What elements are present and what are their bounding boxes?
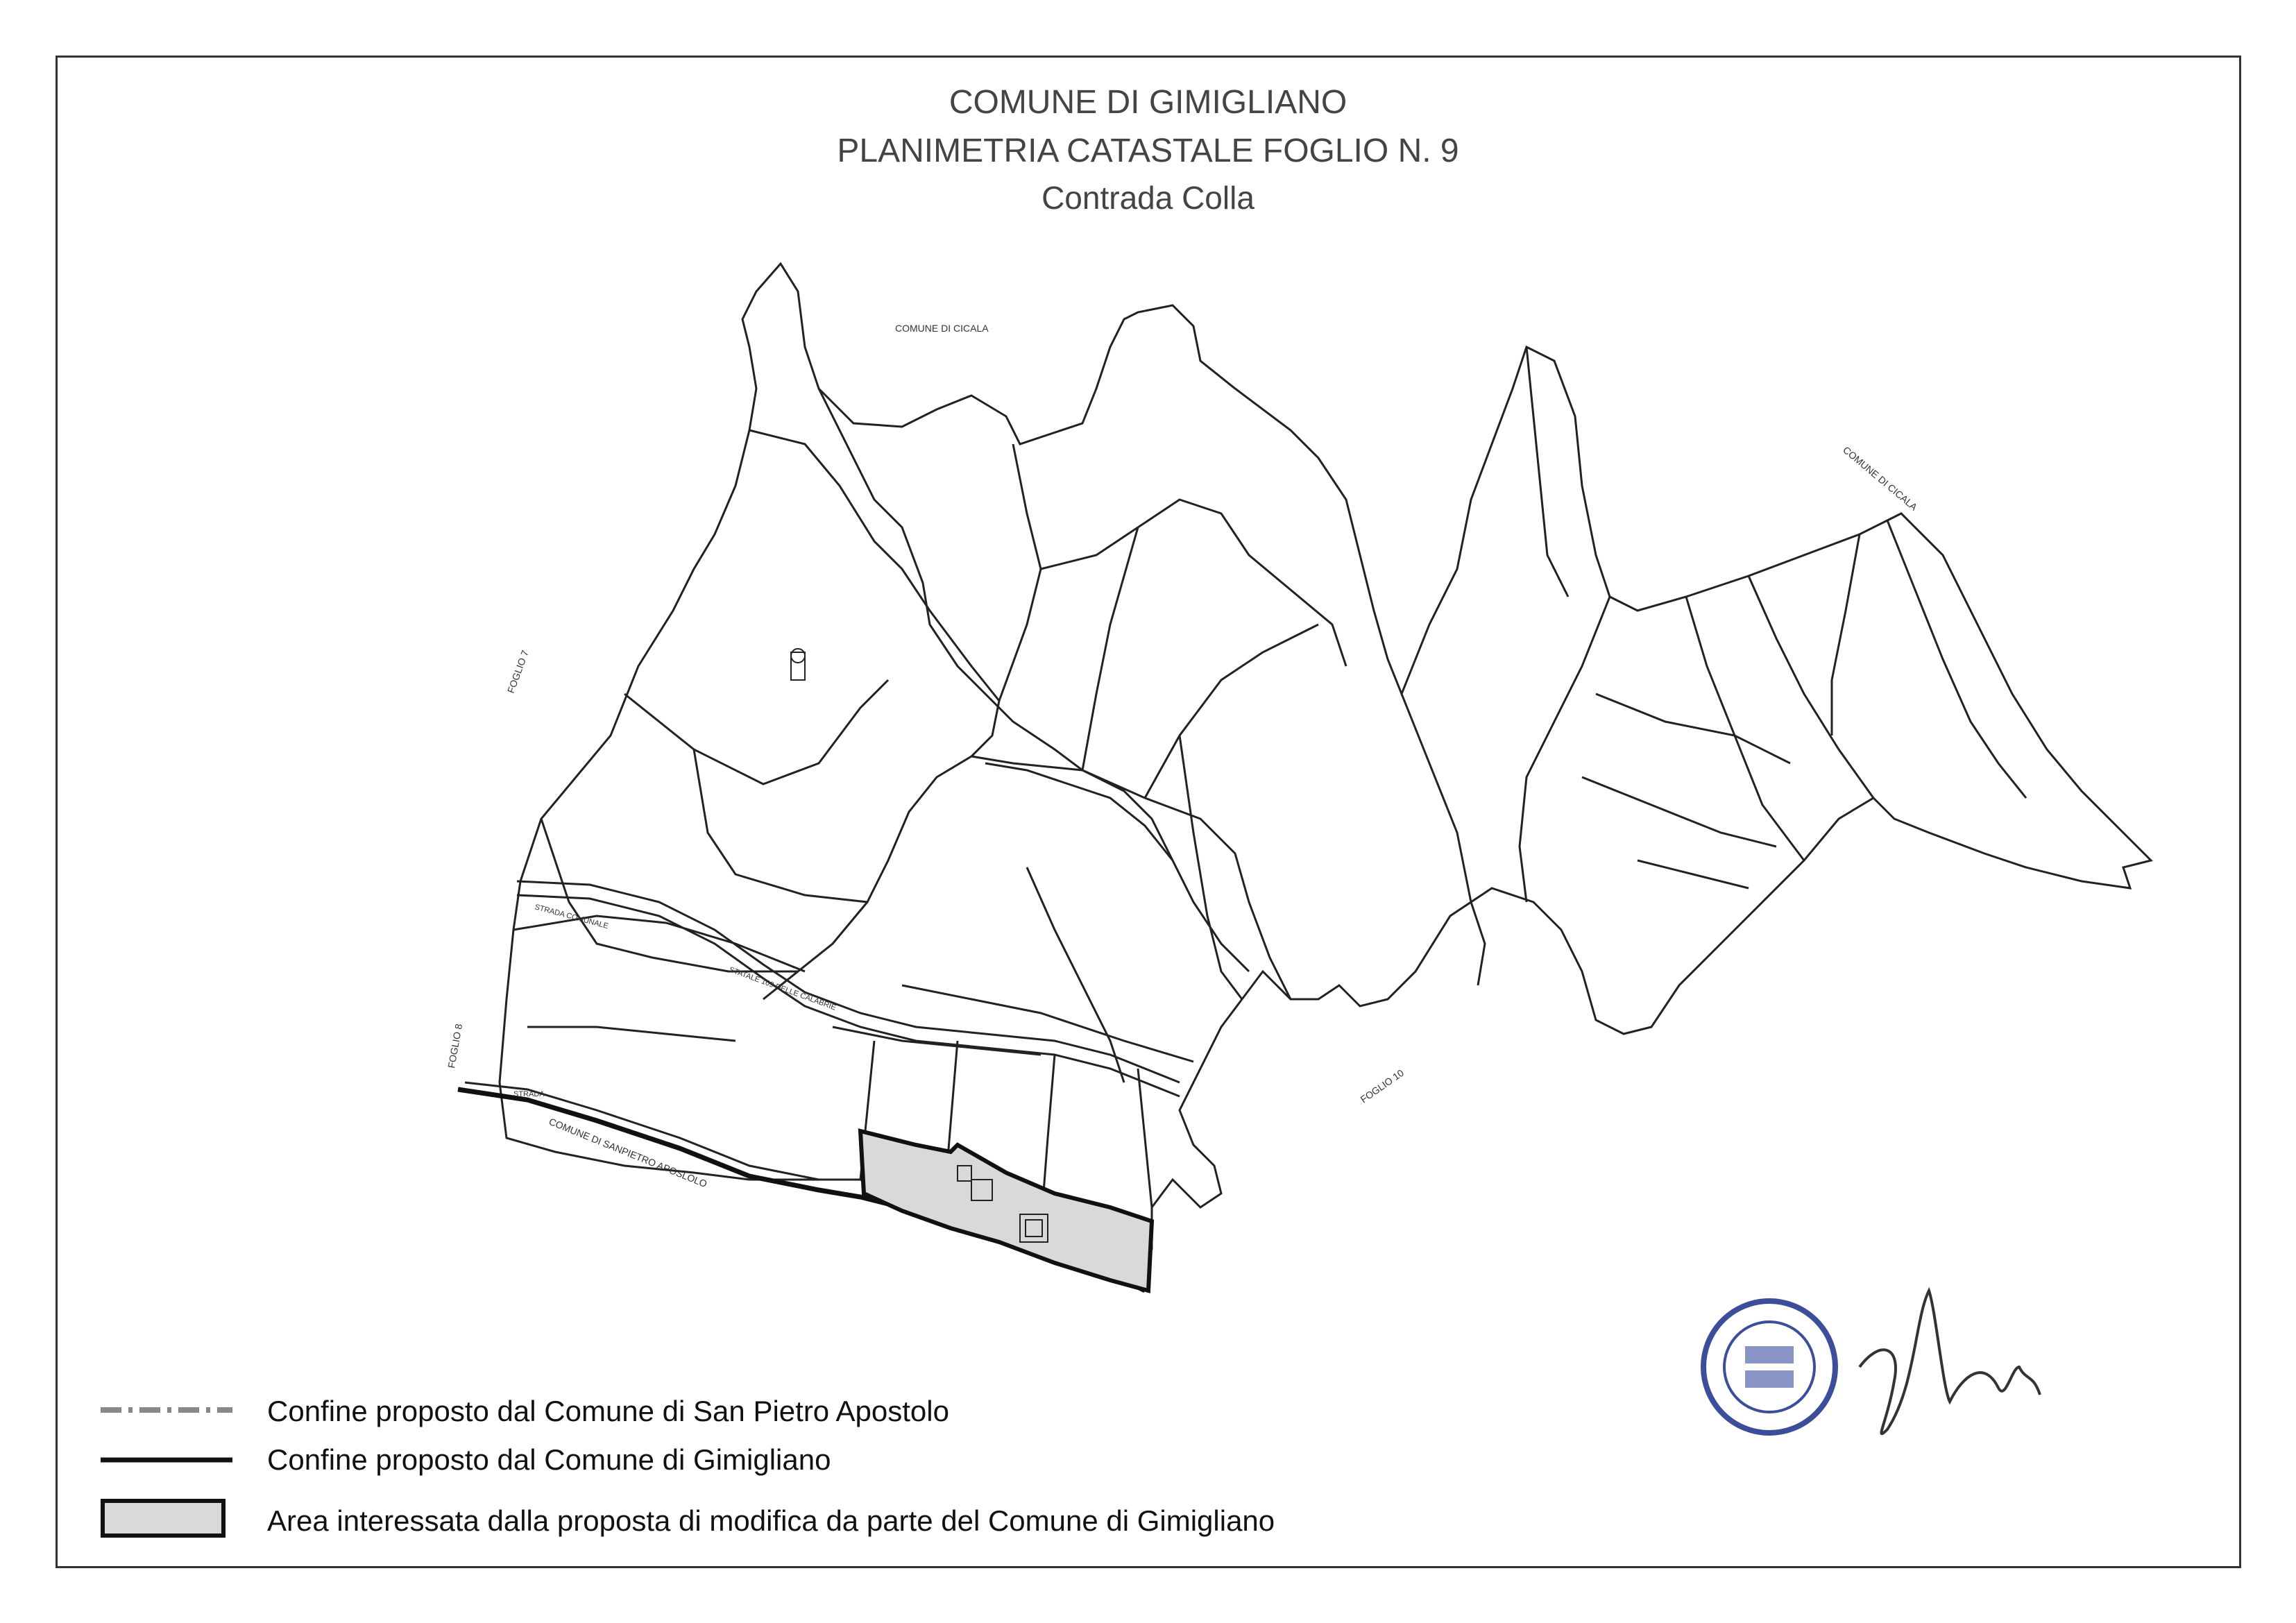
legend-dash-dot-symbol — [101, 1404, 232, 1416]
legend-sanpietro-label: Confine proposto dal Comune di San Pietro Apostolo — [267, 1395, 949, 1427]
map-subtitle: PLANIMETRIA CATASTALE FOGLIO N. 9 — [837, 133, 1459, 169]
label-foglio10: FOGLIO 10 — [1358, 1067, 1406, 1105]
signature — [1860, 1291, 2040, 1434]
legend-area-symbol — [101, 1499, 226, 1538]
legend-solid-symbol — [101, 1456, 232, 1464]
parcel-lines — [513, 347, 2026, 1228]
label-strada: STRADA — [513, 1090, 545, 1098]
legend-gimigliano-label: Confine proposto dal Comune di Gimigliano — [267, 1443, 831, 1476]
legend-area-label: Area interessata dalla proposta di modifica da parte del Comune di Gimigliano — [267, 1504, 1275, 1537]
map-title: COMUNE DI GIMIGLIANO — [949, 84, 1347, 121]
label-statale: STATALE 109 DELLE CALABRIE — [727, 965, 837, 1012]
label-strada-comunale: STRADA COMUNALE — [534, 903, 610, 931]
comune-stamp — [1703, 1301, 1835, 1433]
label-cicala-top: COMUNE DI CICALA — [895, 323, 989, 334]
cadastral-outline — [465, 264, 2151, 1270]
label-sanpietro: COMUNE DI SANPIETRO APOSLOLO — [547, 1115, 709, 1190]
label-foglio8: FOGLIO 8 — [445, 1023, 465, 1069]
map-locality: Contrada Colla — [1041, 180, 1255, 216]
label-cicala-right: COMUNE DI CICALA — [1841, 444, 1920, 513]
foglio-boundary — [500, 264, 2151, 1270]
label-foglio7: FOGLIO 7 — [504, 648, 531, 695]
highlighted-area — [860, 1131, 1152, 1291]
